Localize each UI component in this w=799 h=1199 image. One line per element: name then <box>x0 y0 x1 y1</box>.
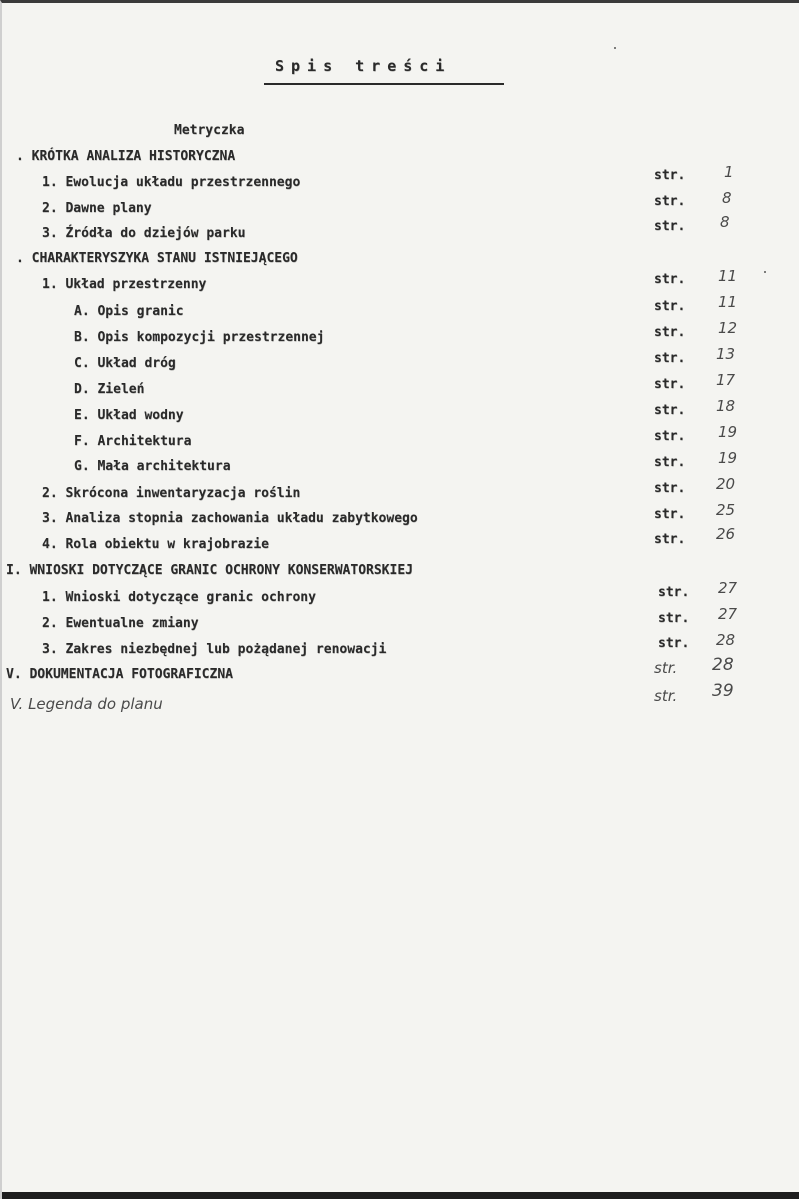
page-number: 26 <box>716 525 736 543</box>
page-number: 27 <box>718 579 738 597</box>
str-label: str. <box>654 377 686 392</box>
paper-speck <box>614 47 616 49</box>
toc-entry-label: F. Architektura <box>74 434 192 449</box>
toc-entry-label: 3. Zakres niezbędnej lub pożądanej renowacji <box>42 642 387 657</box>
str-label: str. <box>658 636 690 651</box>
handwritten-entry-label: V. Legenda do planu <box>10 695 163 713</box>
toc-entry-label: 4. Rola obiektu w krajobrazie <box>42 537 269 552</box>
toc-entry-label: 2. Dawne plany <box>42 201 152 216</box>
toc-entry-label: C. Układ dróg <box>74 356 176 371</box>
page-number: 27 <box>718 605 738 623</box>
page-number: 39 <box>712 681 734 701</box>
str-label: str. <box>654 429 686 444</box>
str-label: str. <box>654 299 686 314</box>
str-label: str. <box>654 194 686 209</box>
str-label: str. <box>654 481 686 496</box>
page-number: 20 <box>716 475 736 493</box>
toc-entry-label: 3. Analiza stopnia zachowania układu zabytkowego <box>42 511 418 526</box>
page-number: 28 <box>716 631 736 649</box>
page-number: 19 <box>718 423 738 441</box>
section-heading: I. WNIOSKI DOTYCZĄCE GRANIC OCHRONY KONSERWATORSKIEJ <box>6 563 413 578</box>
title-underline <box>264 83 504 85</box>
str-label: str. <box>654 455 686 470</box>
toc-entry-label: 2. Ewentualne zmiany <box>42 616 199 631</box>
str-label: str. <box>654 532 686 547</box>
toc-entry-label: G. Mała architektura <box>74 459 231 474</box>
str-label: str. <box>654 507 686 522</box>
str-label: str. <box>654 168 686 183</box>
page-number: 11 <box>718 267 738 285</box>
toc-entry-label: B. Opis kompozycji przestrzennej <box>74 330 325 345</box>
toc-entry-label: 1. Wnioski dotyczące granic ochrony <box>42 590 316 605</box>
section-heading: . CHARAKTERYSZYKA STANU ISTNIEJĄCEGO <box>16 251 298 266</box>
str-label: str. <box>654 351 686 366</box>
toc-entry-label: 1. Ewolucja układu przestrzennego <box>42 175 301 190</box>
str-label: str. <box>654 659 678 677</box>
page-number: 12 <box>718 319 738 337</box>
toc-entry-label: D. Zieleń <box>74 382 145 397</box>
page-title: Spis treści <box>275 57 452 75</box>
page-number: 13 <box>716 345 736 363</box>
page-number: 8 <box>720 213 730 231</box>
page-number: 18 <box>716 397 736 415</box>
section-heading: . KRÓTKA ANALIZA HISTORYCZNA <box>16 149 236 164</box>
toc-entry-label: 1. Układ przestrzenny <box>42 277 207 292</box>
page-number: 17 <box>716 371 736 389</box>
section-heading: V. DOKUMENTACJA FOTOGRAFICZNA <box>6 667 233 682</box>
str-label: str. <box>654 403 686 418</box>
page-number: 1 <box>724 163 734 181</box>
page-number: 8 <box>722 189 732 207</box>
str-label: str. <box>654 219 686 234</box>
str-label: str. <box>658 611 690 626</box>
toc-entry-label: 2. Skrócona inwentaryzacja roślin <box>42 486 301 501</box>
metryczka-heading: Metryczka <box>174 123 245 138</box>
toc-entry-label: A. Opis granic <box>74 304 184 319</box>
str-label: str. <box>654 687 678 705</box>
str-label: str. <box>658 585 690 600</box>
page-number: 19 <box>718 449 738 467</box>
str-label: str. <box>654 325 686 340</box>
page-number: 11 <box>718 293 738 311</box>
str-label: str. <box>654 272 686 287</box>
page-number: 28 <box>712 655 734 675</box>
toc-entry-label: E. Układ wodny <box>74 408 184 423</box>
page-number: 25 <box>716 501 736 519</box>
toc-entry-label: 3. Źródła do dziejów parku <box>42 226 246 241</box>
paper-speck <box>764 271 766 273</box>
